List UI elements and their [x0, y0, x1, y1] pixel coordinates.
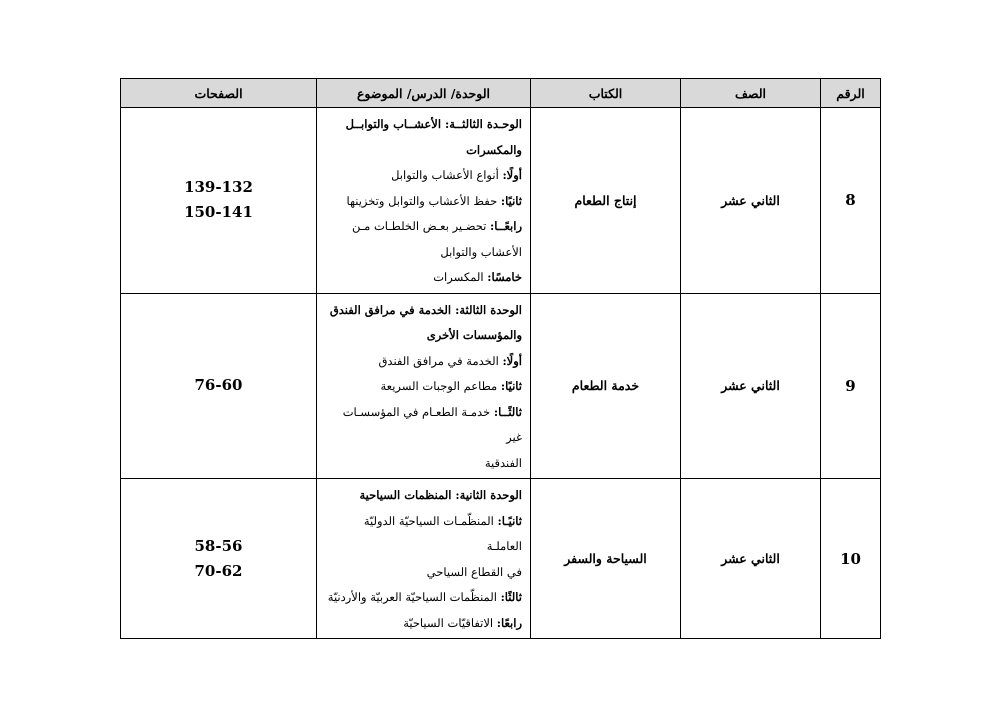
row-pages — [121, 293, 317, 479]
lesson-item-cont — [325, 240, 522, 266]
row-topic — [317, 293, 531, 479]
lesson-item — [325, 611, 522, 637]
lesson-item-cont — [325, 451, 522, 477]
lesson-text: المكسرات — [433, 270, 484, 284]
lesson-text: الخدمة في مرافق الفندق — [378, 353, 499, 368]
lesson-label: أولًا: — [502, 353, 522, 368]
unit-title-cont: والمؤسسات الأخرى — [426, 328, 522, 342]
lesson-label: ثالثًا: — [500, 590, 522, 604]
lesson-label: ثانيًا: — [500, 379, 522, 393]
header-topic: الوحدة/ الدرس/ الموضوع — [317, 79, 531, 108]
row-book: السياحة والسفر — [531, 479, 681, 639]
unit-title: الوحدة الثانية: المنظمات السياحية — [359, 488, 522, 502]
row-grade: الثاني عشر — [681, 108, 821, 294]
lesson-label: ثانيًـا: — [497, 513, 522, 528]
lesson-label: رابعًا: — [496, 615, 522, 630]
lesson-item — [325, 374, 522, 400]
row-number: 10 — [821, 479, 881, 639]
lesson-text: مطاعم الوجبات السريعة — [380, 379, 498, 393]
lesson-text: تحضـير بعـض الخلطـات مـن — [352, 219, 487, 233]
row-grade: الثاني عشر — [681, 293, 821, 479]
lesson-text: الفندقية — [484, 455, 522, 470]
unit-title: الوحدة الثالثة: الخدمة في مرافق الفندق — [329, 302, 522, 317]
lesson-text: في القطاع السياحي — [426, 564, 522, 579]
lesson-item — [325, 214, 522, 240]
table-row — [121, 108, 881, 294]
page-range: 58-56 — [194, 536, 243, 555]
lesson-text: أنواع الأعشاب والتوابل — [391, 168, 499, 182]
header-row — [121, 79, 881, 108]
curriculum-table — [120, 78, 881, 639]
lesson-item — [325, 509, 522, 560]
header-number: الرقم — [821, 79, 881, 108]
row-pages — [121, 108, 317, 294]
lesson-text: خدمـة الطعـام في المؤسسـات غير — [342, 404, 522, 444]
lesson-label: خامسًا: — [487, 270, 522, 284]
page-range: 76-60 — [194, 376, 243, 395]
table-row — [121, 479, 881, 639]
row-pages — [121, 479, 317, 639]
row-topic — [317, 479, 531, 639]
lesson-label: أولًا: — [502, 168, 522, 182]
header-pages: الصفحات — [121, 79, 317, 108]
page-range: 150-141 — [184, 203, 253, 222]
lesson-text: المنظّمـات السياحيّة الدوليّة العاملـة — [363, 513, 522, 553]
page-range: 70-62 — [194, 561, 243, 580]
unit-title-cont: والمكسرات — [466, 142, 522, 157]
lesson-item — [325, 349, 522, 375]
lesson-text: الاتفاقيّات السياحيّة — [403, 615, 494, 630]
lesson-item — [325, 163, 522, 189]
header-grade: الصف — [681, 79, 821, 108]
row-number: 9 — [821, 293, 881, 479]
page-range: 139-132 — [184, 178, 253, 197]
lesson-label: رابعًــا: — [490, 219, 522, 233]
lesson-text: الأعشاب والتوابل — [440, 244, 522, 259]
lesson-item — [325, 585, 522, 611]
unit-title: الوحـدة الثالثــة: الأعشــاب والتوابــل — [345, 117, 522, 131]
lesson-item — [325, 265, 522, 291]
lesson-item-cont — [325, 560, 522, 586]
row-book: خدمة الطعام — [531, 293, 681, 479]
lesson-label: ثالثًــا: — [493, 404, 522, 419]
row-book: إنتاج الطعام — [531, 108, 681, 294]
lesson-text: حفظ الأعشاب والتوابل وتخزينها — [346, 193, 498, 208]
lesson-text: المنظّمات السياحيّة العربيّة والأردنيّة — [327, 590, 497, 604]
lesson-item — [325, 400, 522, 451]
header-book: الكتاب — [531, 79, 681, 108]
lesson-label: ثانيًا: — [500, 193, 522, 208]
row-number: 8 — [821, 108, 881, 294]
row-topic — [317, 108, 531, 294]
row-grade: الثاني عشر — [681, 479, 821, 639]
lesson-item — [325, 189, 522, 215]
table-row — [121, 293, 881, 479]
